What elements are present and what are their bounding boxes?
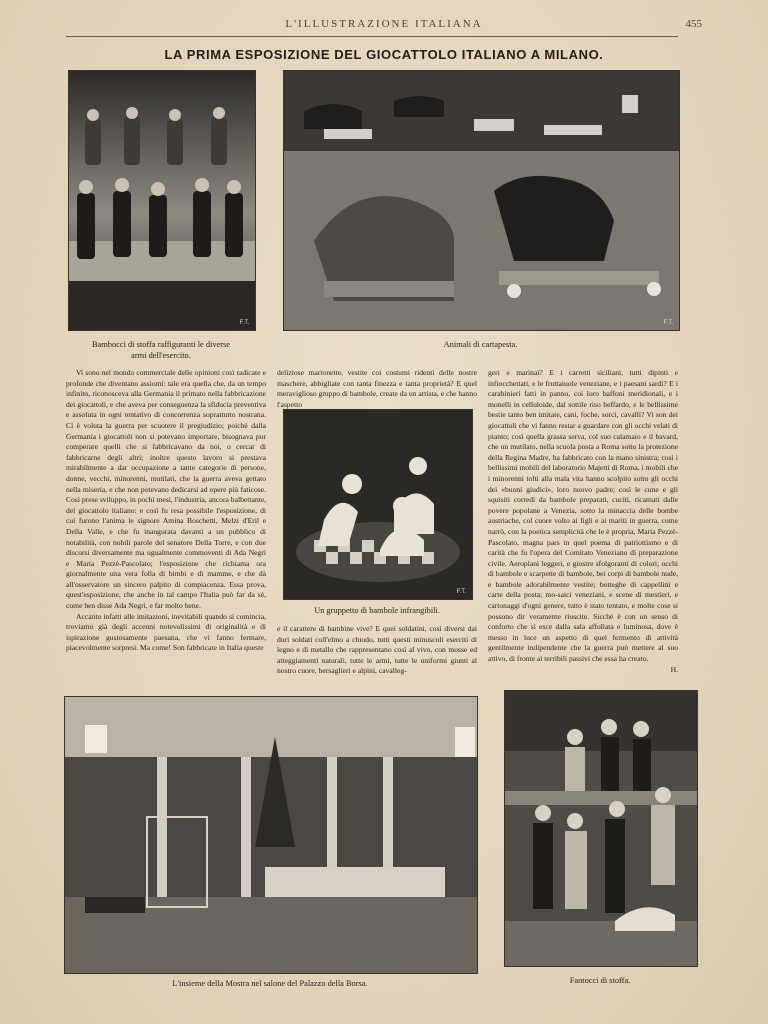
article-column-2-top (277, 368, 477, 409)
page-number: 455 (685, 18, 702, 30)
paragraph: Accanto infatti alle imitazioni, inevitabili quando si comincia, troviamo già degli accenni notevolissimi di originalità e di ispirazione gustosamente paesana, che vi fanno fermare, piacevolmente sorpresi. Ma come! Son fabbricate in Italia queste (66, 611, 266, 653)
author-signature: H. (670, 664, 678, 674)
exhibition-hall-image (65, 697, 477, 973)
article-column-1 (66, 368, 266, 678)
paper-mache-animals-image (284, 71, 679, 330)
article-column-3 (488, 368, 678, 680)
caption-unbreakable-dolls: Un gruppetto di bambole infrangibili. (314, 606, 440, 615)
photo-credit: F.T. (663, 320, 673, 326)
photo-soldier-puppets (68, 70, 256, 331)
photo-credit: F.T. (239, 320, 249, 326)
caption-cloth-puppets: Fantocci di stoffa. (569, 976, 631, 985)
header-rule (66, 36, 678, 37)
photo-exhibition-hall (64, 696, 478, 974)
photo-unbreakable-dolls (283, 409, 473, 600)
article-column-2-bottom (277, 624, 477, 680)
paragraph: Vi sono nel mondo commerciale delle opinioni così radicate e profonde che diventano assiomi: tale era quella che, da un tempo infinito, riconosceva alla Germania il primato nella fabbricazione dei giocattoli, e che aveva per conseguenza la sfiducia preventiva e assoluta in ogni tentativo di concorrenza soprattutto nostrana. Ci è voluta la guerra per scuotere il pregiudizio; poichè dalla Germania i giocattoli non si potevano importare, bisognava pur comperare quelli che si fabbricavano da noi, o cercar di fabbricarne degli altri; inoltre questo lavoro si prestava mirabilmente a dar occupazione a tante categorie di persone, donne, vecchi, minorenni, mutilati, che la guerra aveva gettato nella miseria, e che non potevano dedicarsi ad opere più faticose. Così prese sviluppo, in pochi mesi, l'industria, ancora balbettante, del giocattolo italiano: e così fu resa possibile l'esposizione, di cui furono l'anima le signore Amina Boschetti, Melzi d'Eril e Della Valle, e che fu inaugurata davanti a un pubblico di notabilità, con nobili parole del senatore Della Torre, e con due discorsi diversamente ma ugualmente commoventi di Ada Negri e Maria Pezzè-Pascolato; l'esposizione che richiama ora giornalmente una vera folla di bimbi e di mamme, e che dà all'osservatore un sincero palpito di compiacenza. Essa prova, quest'esposizione, che anche in tal campo l'Italia può far da sè, come ben disse Ada Negri, e far molto bene. (66, 368, 266, 611)
paragraph: geri e marinai? E i carretti siciliani, tutti dipinti e infiocchettati, e le fruttaiuole veneziane, e i paesani sardi? E i carabinieri fatti in panno, coi loro baffoni meridionali, e i monelli in celluloide, dal sottile riso beffardo, e le bellissime bestie tanto ben imitate, cani, foche, sorci, cavalli? Vi son dei giocattoli che vi fanno restar a guardare con gli occhi velati di pianto; così quella grassa serva, col suo calamaio e il bavard, che un mutilato, nella scuola posta a Roma sotto la protezione della Regina Madre, ha fabbricato con la mano sinistra; così i bellissimi mobili del laboratorio Majetti di Roma, i mobili che i minorenni tolti alla mala vita hanno scolpito sotto gli occhi dei «buoni giudici», loro nuovo padre; così le cune e gli squisiti corredi da bambole preparati, cuciti, ricamati dalle povere popolane a Venezia, sotto la minaccia delle bombe austriache, col cuore volto ai figli e ai mariti in guerra, come narrò, con la poetica semplicità che le è propria, Maria Pezzè-Pascolato, magna pars in quel poema di patriottismo e di carità che fu l'opera del Comitato Veneziano di preparazione civile. Aeroplani leggeri, e giostre sfolgoranti di colori; occhi di bambole e scarpette di bambole, bei corpi di bambole nude, e bambole adorabilmente vestite; botteghe di cappellini e carte della posta; mo-saici veneziani, e scene di mestieri, e cartonaggi d'ogni genere, tutto è stato tentato, e molte cose si possono dir veramente riuscite. Sicchè è con un senso di conforto che si esce dalla sala affollata e luminosa, dove è messo in luce un aspetto di quel fermento di attività gentilmente indipendente che la guerra può mettere al suo attivo, di fronte ai terribili passivi che essa ha creato. (488, 368, 678, 664)
paragraph: e il carattere di bambine vive? E quei soldatini, così diversi dai duri soldati coll'elmo a chiodo, tutti questi minuscoli eserciti di legno e di metallo che rappresentano così al vivo, con mosse ed atteggiamenti naturali, tutte le armi, tutte le uniformi giunti al nostro cuore, bersaglieri e alpini, cavalleg- (277, 624, 477, 676)
caption-exhibition-hall: L'insieme della Mostra nel salone del Palazzo della Borsa. (172, 979, 368, 988)
caption-paper-mache-animals: Animali di cartapesta. (443, 340, 518, 349)
unbreakable-dolls-image (284, 410, 472, 599)
running-head: L'ILLUSTRAZIONE ITALIANA (285, 18, 483, 30)
photo-credit: F.T. (456, 589, 466, 595)
cloth-puppets-image (505, 691, 697, 966)
article-title: LA PRIMA ESPOSIZIONE DEL GIOCATTOLO ITALIANO A MILANO. (164, 47, 604, 62)
photo-paper-mache-animals (283, 70, 680, 331)
paragraph: deliziose marionette, vestite coi costumi ridenti delle nostre maschere, abbigliate con tanta finezza e tanta proprietà? E quel meraviglioso gruppo di bambole, create da un artista, e che hanno l'aspetto (277, 368, 477, 409)
photo-cloth-puppets (504, 690, 698, 967)
soldier-puppets-image (69, 71, 255, 330)
caption-soldier-puppets: Bambocci di stoffa raffiguranti le diverse armi dell'esercito. (91, 340, 231, 360)
